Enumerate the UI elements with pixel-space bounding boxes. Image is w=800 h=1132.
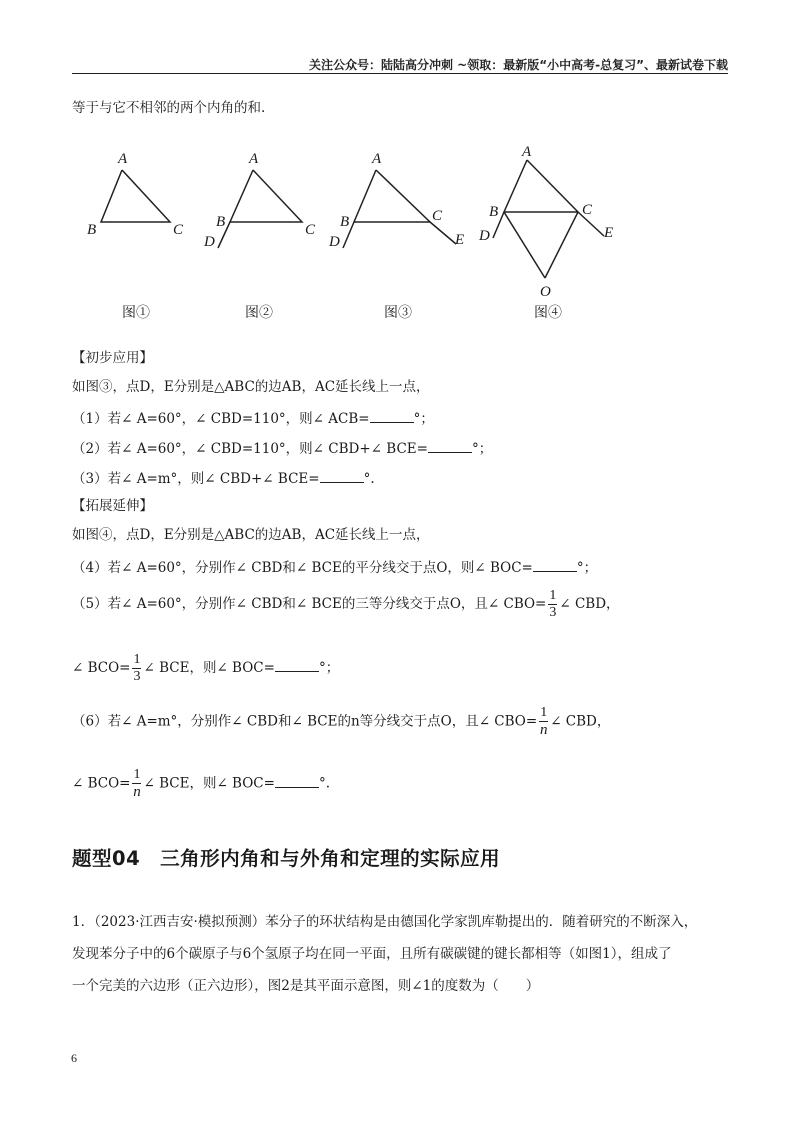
fig2-triangle	[230, 170, 302, 222]
q3-suffix: °.	[363, 471, 375, 487]
q5-fraction-numerator: 1	[549, 588, 557, 603]
q6-line2-fraction-denominator: n	[133, 784, 141, 800]
q5-line2-mid: ∠ BCE，则∠ BOC=	[143, 660, 275, 676]
problem1-line1: 1．（2023·江西吉安·模拟预测）苯分子的环状结构是由德国化学家凯库勒提出的．随着研究的不断深入，	[72, 914, 698, 930]
fig3-ext-ce	[430, 222, 456, 244]
q3-answer-blank[interactable]	[320, 468, 364, 483]
q6-line2-text: ∠ BCO=	[72, 775, 131, 792]
q5-text: （5）若∠ A=60°，分别作∠ CBD和∠ BCE的三等分线交于点O，且∠ CBO=	[72, 596, 547, 612]
fig4-label-a: A	[522, 144, 532, 160]
fig4-label-b: B	[489, 204, 499, 220]
q2-suffix: °；	[471, 441, 493, 457]
header-divider	[72, 73, 728, 74]
q6-suffix: °.	[318, 775, 330, 792]
q5-suffix: °；	[318, 660, 340, 676]
problem1-line3: 一个完美的六边形（正六边形），图2是其平面示意图，则∠1的度数为（ ）	[72, 978, 540, 994]
q5-text-end: ∠ CBD，	[559, 596, 620, 612]
question-3	[72, 468, 375, 487]
section-title-initial: 【初步应用】	[72, 350, 153, 366]
q1-suffix: °；	[413, 411, 434, 427]
question-5-line2	[72, 653, 339, 684]
question-2	[72, 438, 492, 457]
fig2-label-a: A	[249, 151, 259, 167]
section-title-extension: 【拓展延伸】	[72, 498, 153, 514]
fig4-label-d: D	[479, 228, 490, 244]
q5-line2-fraction-numerator: 1	[133, 652, 141, 667]
fig2-label-d: D	[204, 234, 215, 250]
figure-caption-2: 图②	[245, 305, 273, 321]
fig2-label-c: C	[305, 222, 316, 238]
problem1-line2: 发现苯分子中的6个碳原子与6个氢原子均在同一平面，且所有碳碳键的键长都相等（如图1），组成了	[72, 946, 672, 962]
question-6	[72, 706, 610, 738]
intro-text: 等于与它不相邻的两个内角的和.	[72, 100, 266, 116]
q2-answer-blank[interactable]	[428, 438, 472, 453]
q6-answer-blank[interactable]	[275, 773, 319, 788]
fig3-label-b: B	[340, 214, 350, 230]
section-heading: 题型04 三角形内角和与外角和定理的实际应用	[72, 847, 501, 870]
q2-text: （2）若∠ A=60°，∠ CBD=110°，则∠ CBD+∠ BCE=	[72, 441, 428, 457]
q6-fraction-numerator: 1	[540, 705, 548, 720]
fig1-label-c: C	[173, 222, 184, 238]
q6-fraction-denominator: n	[539, 722, 548, 738]
q1-answer-blank[interactable]	[370, 408, 414, 423]
q4-answer-blank[interactable]	[533, 557, 577, 572]
figure-caption-4: 图④	[534, 305, 562, 321]
question-6-line2	[72, 768, 330, 800]
q6-fraction	[539, 706, 548, 738]
q6-line2-fraction	[132, 768, 141, 800]
q6-text: （6）若∠ A=m°，分别作∠ CBD和∠ BCE的n等分线交于点O，且∠ CBO=	[72, 713, 538, 730]
question-5	[72, 589, 620, 620]
question-1	[72, 408, 434, 427]
fig4-triangle	[504, 160, 578, 212]
fig3-label-e: E	[455, 232, 465, 248]
fig1-triangle	[101, 170, 170, 222]
figure-caption-1: 图①	[122, 305, 150, 321]
fig2-label-b: B	[216, 214, 226, 230]
q3-text: （3）若∠ A=m°，则∠ CBD+∠ BCE=	[72, 471, 320, 487]
fig3-label-d: D	[329, 234, 340, 250]
fig3-triangle	[354, 170, 430, 222]
fig1-label-b: B	[87, 222, 97, 238]
q5-line2-fraction-denominator: 3	[133, 669, 141, 684]
figure-caption-3: 图③	[384, 305, 412, 321]
fig4-label-e: E	[604, 225, 614, 241]
fig4-bo	[504, 212, 545, 278]
q5-answer-blank[interactable]	[275, 657, 319, 672]
question-4	[72, 557, 597, 576]
fig1-label-a: A	[118, 151, 128, 167]
fig3-label-a: A	[372, 151, 382, 167]
fig3-label-c: C	[432, 208, 443, 224]
q6-line2-mid: ∠ BCE，则∠ BOC=	[143, 775, 275, 792]
q5-line2-fraction	[132, 653, 141, 684]
page-header: 关注公众号：陆陆高分冲刺 ~领取：最新版“小中高考-总复习”、最新试卷下载	[309, 58, 728, 72]
q4-suffix: °；	[576, 560, 598, 576]
q1-text: （1）若∠ A=60°，∠ CBD=110°，则∠ ACB=	[72, 411, 370, 427]
q5-fraction	[548, 589, 557, 620]
section1-lead: 如图③，点D，E分别是△ABC的边AB，AC延长线上一点，	[72, 379, 430, 395]
q5-fraction-denominator: 3	[549, 605, 557, 620]
page-number: 6	[71, 1051, 77, 1065]
fig4-co	[545, 212, 578, 278]
fig4-label-c: C	[582, 202, 593, 218]
fig4-label-o: O	[540, 284, 551, 300]
section2-lead: 如图④，点D，E分别是△ABC的边AB，AC延长线上一点，	[72, 527, 430, 543]
q6-line2-fraction-numerator: 1	[133, 767, 141, 782]
q6-text-end: ∠ CBD，	[550, 713, 611, 730]
q5-line2-text: ∠ BCO=	[72, 660, 131, 676]
figure-row	[0, 140, 800, 330]
q4-text: （4）若∠ A=60°，分别作∠ CBD和∠ BCE的平分线交于点O，则∠ BOC=	[72, 560, 533, 576]
